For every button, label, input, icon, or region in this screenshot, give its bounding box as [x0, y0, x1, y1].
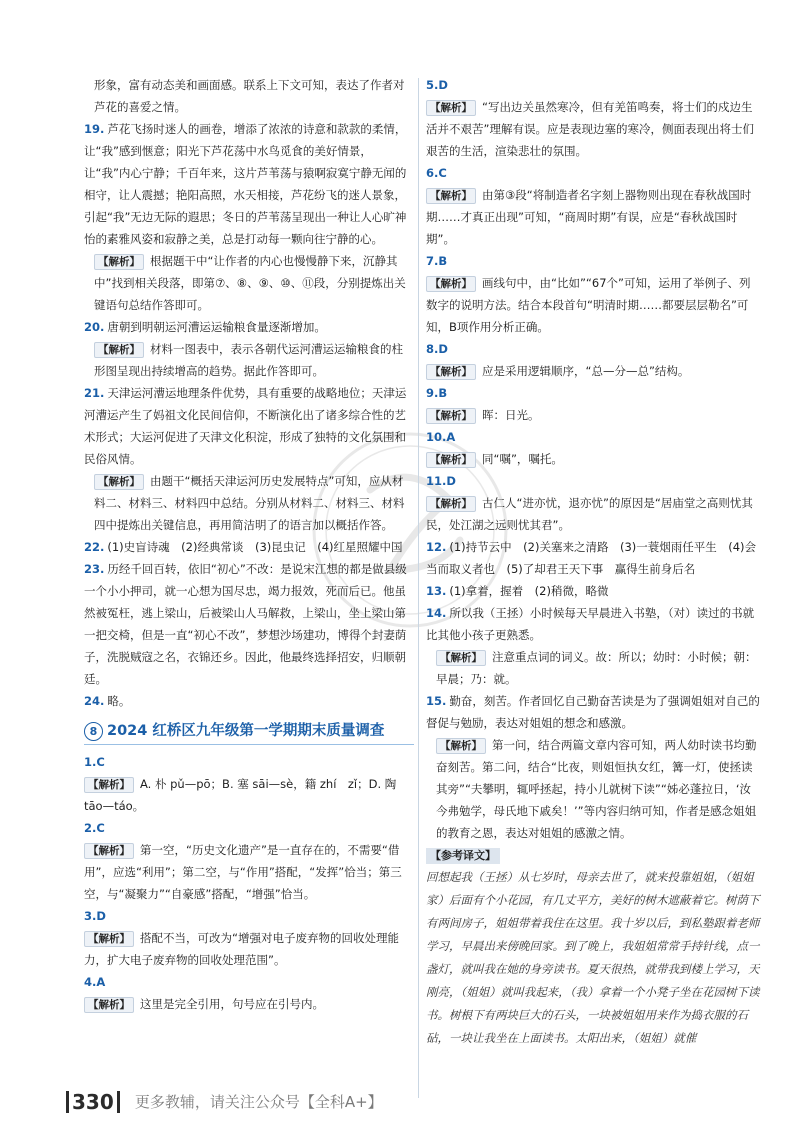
analysis-3: [84, 927, 414, 971]
answer-text: (1)持节云中 (2)关塞来之清路 (3)一蓑烟雨任平生 (4)会当而取义者也 (5)了却君王天下事 赢得生前身后名: [426, 540, 757, 576]
answer-10: [426, 426, 760, 448]
section-heading: [84, 718, 414, 745]
question-number: 23.: [84, 562, 105, 576]
answer-text: 芦花飞扬时迷人的画卷，增添了浓浓的诗意和款款的柔情，让“我”感到惬意；阳光下芦花荡中水鸟觅食的美好情景，让“我”内心宁静；千百年来，这片芦苇荡与猿啊寂寞宁静无闻的相守，让人震撼；艳阳高照，水天相接，芦花纷飞的迷人景象，引起“我”无边无际的遐思；冬日的芦苇荡呈现出一种让人心旷神怡的素雅风姿和寂静之美，总是打动每一颗向往宁静的心。: [84, 122, 407, 246]
answer-3: [84, 905, 414, 927]
analysis-label: 【解析】: [84, 777, 134, 793]
analysis-label: 【解析】: [84, 997, 134, 1013]
analysis-5: [426, 96, 760, 162]
answer-11: [426, 470, 760, 492]
analysis-15: [426, 734, 760, 844]
answer-6: [426, 162, 760, 184]
column-divider: [418, 78, 419, 1098]
question-number: 3.D: [84, 909, 106, 923]
analysis-9: [426, 404, 760, 426]
question-number: 20.: [84, 320, 105, 334]
question-number: 10.A: [426, 430, 456, 444]
analysis-label: 【解析】: [84, 843, 134, 859]
analysis-label: 【解析】: [426, 452, 476, 468]
analysis-2: [84, 839, 414, 905]
question-number: 8.D: [426, 342, 448, 356]
analysis-1: [84, 773, 414, 817]
analysis-21: [84, 470, 414, 536]
analysis-text: 这里是完全引用，句号应在引号内。: [140, 997, 324, 1011]
analysis-10: [426, 448, 760, 470]
analysis-label: 【解析】: [94, 254, 144, 270]
analysis-6: [426, 184, 760, 250]
analysis-text: 古仁人“进亦忧，退亦忧”的原因是“居庙堂之高则忧其民，处江湖之远则忧其君”。: [426, 496, 753, 532]
answer-text: 形象，富有动态美和画面感。联系上下文可知，表达了作者对芦花的喜爱之情。: [94, 78, 405, 114]
question-number: 11.D: [426, 474, 456, 488]
answer-5: [426, 74, 760, 96]
question-number: 21.: [84, 386, 105, 400]
analysis-label: 【解析】: [94, 342, 144, 358]
question-number: 2.C: [84, 821, 105, 835]
reference-translation-label: 【参考译文】: [426, 848, 500, 864]
analysis-text: 同“嘱”，嘱托。: [482, 452, 563, 466]
answer-text: 略。: [107, 694, 131, 708]
question-20: [84, 316, 414, 338]
analysis-text: 材料一图表中，表示各朝代运河漕运运输粮食的柱形图呈现出持续增高的趋势。据此作答即可。: [94, 342, 403, 378]
section-title: 2024 红桥区九年级第一学期期末质量调查: [107, 723, 385, 739]
analysis-label: 【解析】: [426, 276, 476, 292]
analysis-text: 搭配不当，可改为“增强对电子废弃物的回收处理能力，扩大电子废弃物的回收处理范围”。: [84, 931, 399, 967]
answer-4: [84, 971, 414, 993]
analysis-4: [84, 993, 414, 1015]
question-14: [426, 602, 760, 646]
analysis-text: A. 朴 pǔ—pō；B. 塞 sāi—sè，籍 zhí zǐ；D. 陶 tāo—táo。: [84, 777, 397, 813]
answer-text: 所以我（王拯）小时候每天早晨进入书塾，（对）读过的书就比其他小孩子更熟悉。: [426, 606, 755, 642]
footer-promo: 更多教辅，请关注公众号【全科A+】: [134, 1092, 383, 1111]
question-number: 13.: [426, 584, 447, 598]
question-number: 22.: [84, 540, 105, 554]
analysis-19: [84, 250, 414, 316]
analysis-text: 应是采用逻辑顺序，“总—分—总”结构。: [482, 364, 690, 378]
question-13: [426, 580, 760, 602]
analysis-text: “写出边关虽然寒冷，但有羌笛鸣奏，将士们的戍边生活并不艰苦”理解有误。应是表现边塞的寒冷，侧面表现出将士们艰苦的生活，渲染悲壮的氛围。: [426, 100, 754, 158]
question-number: 12.: [426, 540, 447, 554]
analysis-14: [426, 646, 760, 690]
question-number: 14.: [426, 606, 447, 620]
answer-2: [84, 817, 414, 839]
question-23: [84, 558, 414, 690]
analysis-text: 由第③段“将制造者名字刻上器物则出现在春秋战国时期……才真正出现”可知，“商周时期”有误，应是“春秋战国时期”。: [426, 188, 752, 246]
analysis-text: 注意重点词的词义。故：所以；幼时：小时候；朝：早晨；乃：就。: [436, 650, 757, 686]
analysis-label: 【解析】: [426, 188, 476, 204]
analysis-label: 【解析】: [84, 931, 134, 947]
answer-1: [84, 751, 414, 773]
answer-text: 历经千回百转，依旧“初心”不改：是说宋江想的都是做县级一个小小押司，就一心想为国尽忠，竭力报效，死而后已。他虽然被冤枉，逃上梁山，后被梁山人马解救，上梁山，坐上梁山第一把交椅，但是一直“初心不改”，梦想沙场建功，博得个封妻荫子，洗脱贼寇之名，衣锦还乡。因此，他最终选择招安，归顺朝廷。: [84, 562, 407, 686]
analysis-label: 【解析】: [426, 496, 476, 512]
question-number: 24.: [84, 694, 105, 708]
question-12: [426, 536, 760, 580]
question-22: [84, 536, 414, 558]
analysis-7: [426, 272, 760, 338]
question-19: [84, 118, 414, 250]
analysis-text: 根据题干中“让作者的内心也慢慢静下来，沉静其中”找到相关段落，即第⑦、⑧、⑨、⑩、⑪段，分别提炼出关键语句总结作答即可。: [94, 254, 406, 312]
analysis-11: [426, 492, 760, 536]
question-24: [84, 690, 414, 712]
analysis-text: 画线句中，由“比如”“67个”可知，运用了举例子、列数字的说明方法。结合本段首句“明清时期……都要层层勒名”可知，B项作用分析正确。: [426, 276, 751, 334]
analysis-20: [84, 338, 414, 382]
answer-8: [426, 338, 760, 360]
question-number: 6.C: [426, 166, 447, 180]
analysis-text: 晖：日光。: [482, 408, 540, 422]
question-21: [84, 382, 414, 470]
answer-7: [426, 250, 760, 272]
left-column: [84, 74, 414, 1015]
answer-text: (1)拿着，握着 (2)稍微，略微: [449, 584, 609, 598]
reference-translation-text: 回想起我（王拯）从七岁时，母亲去世了，就来投靠姐姐，（姐姐家）后面有个小花园，有几丈平方，美好的树木遮蔽着它。树荫下有两间房子，姐姐带着我住在这里。我十岁以后，到私塾跟着老师学习，早晨出来傍晚回家。到了晚上，我姐姐常常手持针线，点一盏灯，就叫我在她的身旁读书。夏天很热，就带我到楼上学习，天刚亮，（姐姐）就叫我起来，（我）拿着一个小凳子坐在花园树下读书。树根下有两块巨大的石头，一块被姐姐用来作为捣衣服的石砧，一块让我坐在上面读书。太阳出来，（姐姐）就催: [426, 870, 760, 1045]
page-footer: [66, 1088, 383, 1114]
analysis-text: 第一空，“历史文化遗产”是一直存在的，不需要“借用”，应选“利用”；第二空，与“作用”搭配，“发挥”恰当；第三空，与“凝聚力”“自豪感”搭配，“增强”恰当。: [84, 843, 402, 901]
analysis-label: 【解析】: [426, 364, 476, 380]
question-number: 5.D: [426, 78, 448, 92]
question-number: 4.A: [84, 975, 106, 989]
answer-text: 天津运河漕运地理条件优势，具有重要的战略地位；天津运河漕运产生了妈祖文化民间信仰，不断演化出了诸多综合性的艺术形式；大运河促进了天津文化积淀，形成了独特的文化氛围和民俗风情。: [84, 386, 407, 466]
question-number: 1.C: [84, 755, 105, 769]
analysis-text: 由题干“概括天津运河历史发展特点”可知，应从材料二、材料三、材料四中总结。分别从材料二、材料三、材料四中提炼出关键信息，再用简洁明了的语言加以概括作答。: [94, 474, 405, 532]
analysis-label: 【解析】: [436, 650, 486, 666]
page-number: 330: [66, 1091, 120, 1113]
right-column: [426, 74, 760, 1050]
question-number: 19.: [84, 122, 105, 136]
analysis-label: 【解析】: [436, 738, 486, 754]
question-number: 15.: [426, 694, 447, 708]
answer-text: 唐朝到明朝运河漕运运输粮食量逐渐增加。: [107, 320, 326, 334]
answer-text: (1)史盲诗魂 (2)经典常谈 (3)昆虫记 (4)红星照耀中国: [107, 540, 403, 554]
question-15: [426, 690, 760, 734]
analysis-label: 【解析】: [426, 100, 476, 116]
section-number-badge: 8: [84, 722, 103, 741]
analysis-label: 【解析】: [426, 408, 476, 424]
question-number: 9.B: [426, 386, 448, 400]
analysis-8: [426, 360, 760, 382]
analysis-label: 【解析】: [94, 474, 144, 490]
question-number: 7.B: [426, 254, 448, 268]
answer-text: 勤奋，刻苦。作者回忆自己勤奋苦读是为了强调姐姐对自己的督促与勉励，表达对姐姐的想念和感激。: [426, 694, 760, 730]
answer-9: [426, 382, 760, 404]
analysis-text: 第一问，结合两篇文章内容可知，两人幼时读书均勤奋刻苦。第二问，结合“比夜，则姐恒执女红，篝一灯，使拯读其旁”“夫攀明，辄呼拯起，持小儿就树下读”“姊必蓬拉日，‘汝今弗勉学，母氏地下戚矣！’”等内容归纳可知，作者是感念姐姐的教育之恩，表达对姐姐的感激之情。: [436, 738, 757, 840]
